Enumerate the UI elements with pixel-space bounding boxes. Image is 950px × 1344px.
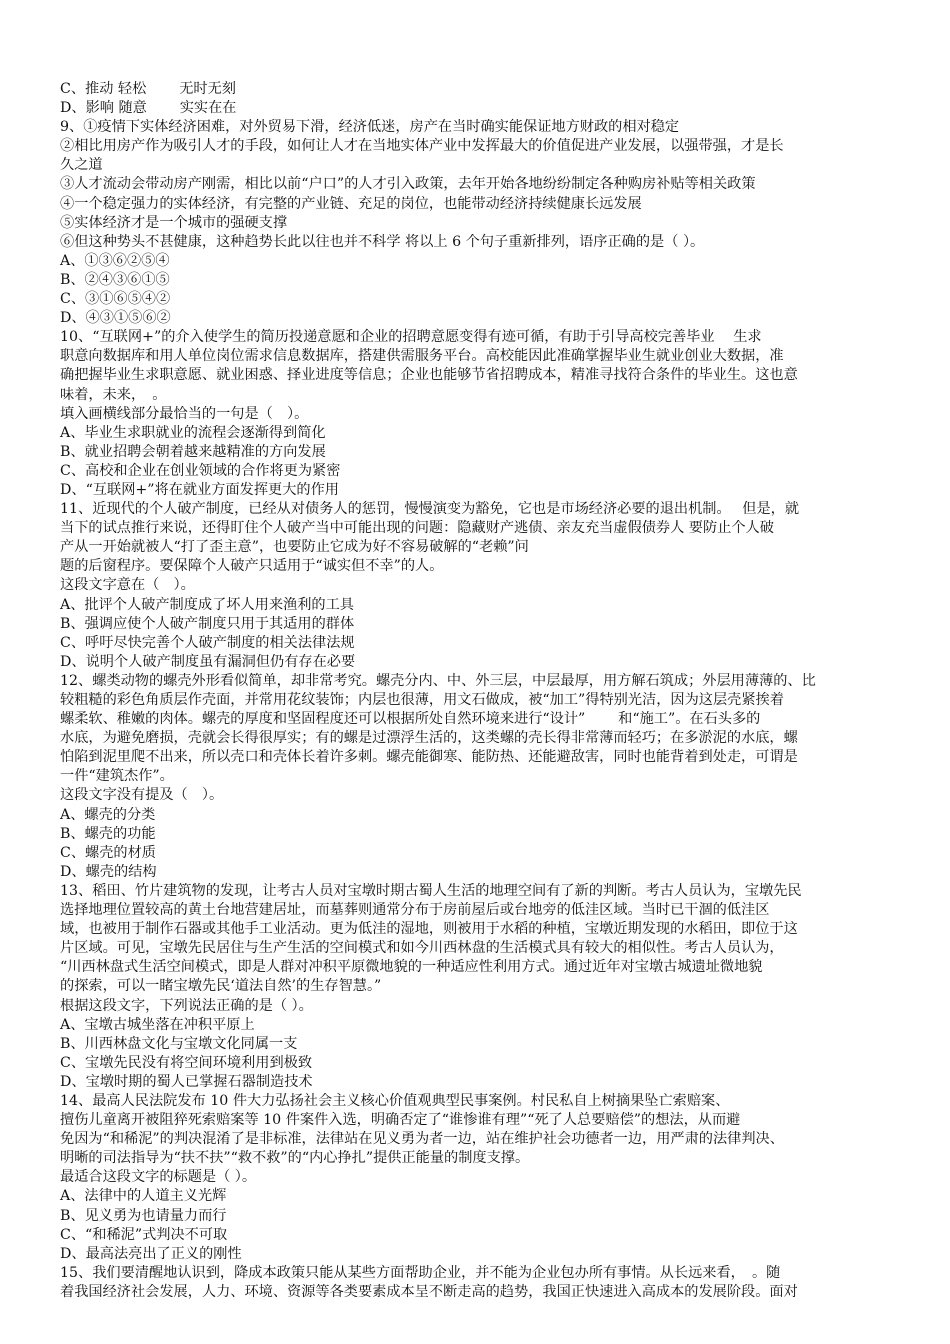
text-line: D、宝墩时期的蜀人已掌握石器制造技术 — [60, 1073, 313, 1090]
text-line: B、见义勇为也请量力而行 — [60, 1207, 227, 1224]
text-line: 明晰的司法指导为“扶不扶”“救不救”的“内心挣扎”提供正能量的制度支撑。 — [60, 1150, 530, 1167]
text-line: A、螺壳的分类 — [60, 806, 156, 823]
text-line: 螺柔软、稚嫩的肉体。螺壳的厚度和坚固程度还可以根据所处自然环境来进行“设计” 和“施工”。在石头多的 — [60, 711, 761, 728]
text-line: D、螺壳的结构 — [60, 863, 157, 880]
text-line: 一件“建筑杰作”。 — [60, 768, 174, 785]
text-line: 填入画横线部分最恰当的一句是（ ）。 — [60, 405, 309, 422]
text-line: ②相比用房产作为吸引人才的手段，如何让人才在当地实体产业中发挥最大的价值促进产业发展，以强带强，才是长 — [60, 138, 784, 155]
text-line: 这段文字意在（ ）。 — [60, 577, 195, 594]
text-line: 久之道 — [60, 157, 103, 174]
text-line: 根据这段文字，下列说法正确的是（ ）。 — [60, 997, 313, 1014]
text-line: 免因为“和稀泥”的判决混淆了是非标准，法律站在见义勇为者一边，站在维护社会功德者一边，用严肃的法律判决、 — [60, 1131, 784, 1148]
text-line: ⑥但这种势头不甚健康，这种趋势长此以往也并不科学 将以上 6 个句子重新排列，语序正确的是（ ）。 — [60, 233, 705, 250]
text-line: 水底，为避免磨损，壳就会长得很厚实；有的螺是过漂浮生活的，这类螺的壳长得非常薄而轻巧；在多淤泥的水底，螺 — [60, 730, 798, 747]
text-line: A、批评个人破产制度成了坏人用来渔利的工具 — [60, 596, 354, 613]
text-line: 10、“互联网+”的介入使学生的简历投递意愿和企业的招聘意愿变得有迹可循，有助于引导高校完善毕业 生求 — [60, 329, 762, 346]
text-line: C、呼吁尽快完善个人破产制度的相关法律法规 — [60, 634, 355, 651]
text-line: 最适合这段文字的标题是（ ）。 — [60, 1169, 257, 1186]
text-line: 9、①疫情下实体经济困难，对外贸易下滑，经济低迷，房产在当时确实能保证地方财政的相对稳定 — [60, 119, 680, 136]
text-line: 的探索，可以一睹宝墩先民‘道法自然’的生存智慧。” — [60, 978, 382, 995]
text-line: 产从一开始就被人“打了歪主意”，也要防止它成为好不容易破解的“老赖”问 — [60, 539, 529, 556]
text-line: B、螺壳的功能 — [60, 825, 156, 842]
text-line: 职意向数据库和用人单位岗位需求信息数据库，搭建供需服务平台。高校能因此准确掌握毕业生就业创业大数据，准 — [60, 348, 784, 365]
text-line: 12、螺类动物的螺壳外形看似简单，却非常考究。螺壳分内、中、外三层，中层最厚，用方解石筑成；外层用薄薄的、比 — [60, 672, 816, 689]
text-line: 着我国经济社会发展，人力、环境、资源等各类要素成本呈不断走高的趋势，我国正快速进入高成本的发展阶段。面对 — [60, 1283, 798, 1300]
text-line: C、③①⑥⑤④② — [60, 291, 171, 308]
text-line: D、最高法亮出了正义的刚性 — [60, 1245, 242, 1262]
text-line: 13、稻田、竹片建筑物的发现，让考古人员对宝墩时期古蜀人生活的地理空间有了新的判断。考古人员认为，宝墩先民 — [60, 882, 802, 899]
text-line: C、螺壳的材质 — [60, 844, 156, 861]
text-line: 擅伤儿童离开被阻猝死索赔案等 10 件案件入选，明确否定了“谁惨谁有理”“死了人总要赔偿”的想法，从而避 — [60, 1112, 741, 1129]
text-line: B、就业招聘会朝着越来越精准的方向发展 — [60, 443, 326, 460]
text-line: A、法律中的人道主义光辉 — [60, 1188, 227, 1205]
text-line: A、①③⑥②⑤④ — [60, 252, 170, 269]
text-line: A、宝墩古城坐落在冲积平原上 — [60, 1016, 255, 1033]
text-line: 较粗糙的彩色角质层作壳面，并常用花纹装饰；内层也很薄，用文石做成，被“加工”得特别光洁，因为这层壳紧挨着 — [60, 692, 784, 708]
text-line: B、川西林盘文化与宝墩文化同属一支 — [60, 1035, 298, 1052]
text-line: ③人才流动会带动房产刚需，相比以前“户口”的人才引入政策，去年开始各地纷纷制定各种购房补贴等相关政策 — [60, 176, 756, 193]
text-line: 域，也被用于制作石器或其他手工业活动。更为低洼的湿地，则被用于水稻的种植，宝墩近期发现的水稻田，即位于这 — [60, 921, 798, 938]
text-line: 11、近现代的个人破产制度，已经从对债务人的惩罚，慢慢演变为豁免，它也是市场经济必要的退出机制。 但是，就 — [60, 501, 800, 518]
text-line: D、④③①⑤⑥② — [60, 310, 171, 327]
text-line: 确把握毕业生求职意愿、就业困惑、择业进度等信息；企业也能够节省招聘成本，精准寻找符合条件的毕业生。这也意 — [60, 367, 798, 384]
text-line: ⑤实体经济才是一个城市的强硬支撑 — [60, 214, 288, 231]
text-line: “川西林盘式生活空间模式，即是人群对冲积平原微地貌的一种适应性利用方式。通过近年对宝墩古城遗址微地貌 — [60, 959, 763, 976]
text-line: D、影响 随意 实实在在 — [60, 100, 237, 117]
text-line: A、毕业生求职就业的流程会逐渐得到简化 — [60, 424, 326, 441]
text-line: 片区域。可见，宝墩先民居住与生产生活的空间模式和如今川西林盘的生活模式具有较大的相似性。考古人员认为， — [60, 940, 784, 957]
text-line: 当下的试点推行来说，还得盯住个人破产当中可能出现的问题：隐藏财产逃债、亲友充当虚假债券人 要防止个人破 — [60, 520, 774, 537]
text-line: B、强调应使个人破产制度只用于其适用的群体 — [60, 615, 355, 632]
text-line: 14、最高人民法院发布 10 件大力弘扬社会主义核心价值观典型民事案例。村民私自上树摘果坠亡索赔案、 — [60, 1092, 730, 1109]
text-line: ④一个稳定强力的实体经济，有完整的产业链、充足的岗位，也能带动经济持续健康长远发展 — [60, 195, 642, 212]
text-line: C、高校和企业在创业领域的合作将更为紧密 — [60, 462, 341, 479]
text-line: B、②④③⑥①⑤ — [60, 271, 170, 288]
text-line: 这段文字没有提及（ ）。 — [60, 787, 224, 804]
text-line: D、“互联网+”将在就业方面发挥更大的作用 — [60, 481, 339, 498]
text-line: 怕陷到泥里爬不出来，所以壳口和壳体长着许多刺。螺壳能御寒、能防热、还能避敌害，同时也能背着到处走，可谓是 — [60, 749, 798, 766]
text-line: 题的后窗程序。要保障个人破产只适用于“诚实但不幸”的人。 — [60, 558, 444, 575]
text-line: D、说明个人破产制度虽有漏洞但仍有存在必要 — [60, 653, 356, 670]
text-line: 选择地理位置较高的黄土台地营建居址，而墓葬则通常分布于房前屋后或台地旁的低洼区域。当时已干涸的低洼区 — [60, 902, 770, 919]
text-line: C、宝墩先民没有将空间环境利用到极致 — [60, 1054, 313, 1071]
text-line: C、“和稀泥”式判决不可取 — [60, 1226, 228, 1243]
text-line: 味着，未来， 。 — [60, 386, 167, 403]
text-line: C、推动 轻松 无时无刻 — [60, 81, 236, 97]
text-line: 15、我们要清醒地认识到，降成本政策只能从某些方面帮助企业，并不能为企业包办所有事情。从长远来看， 。随 — [60, 1264, 781, 1281]
